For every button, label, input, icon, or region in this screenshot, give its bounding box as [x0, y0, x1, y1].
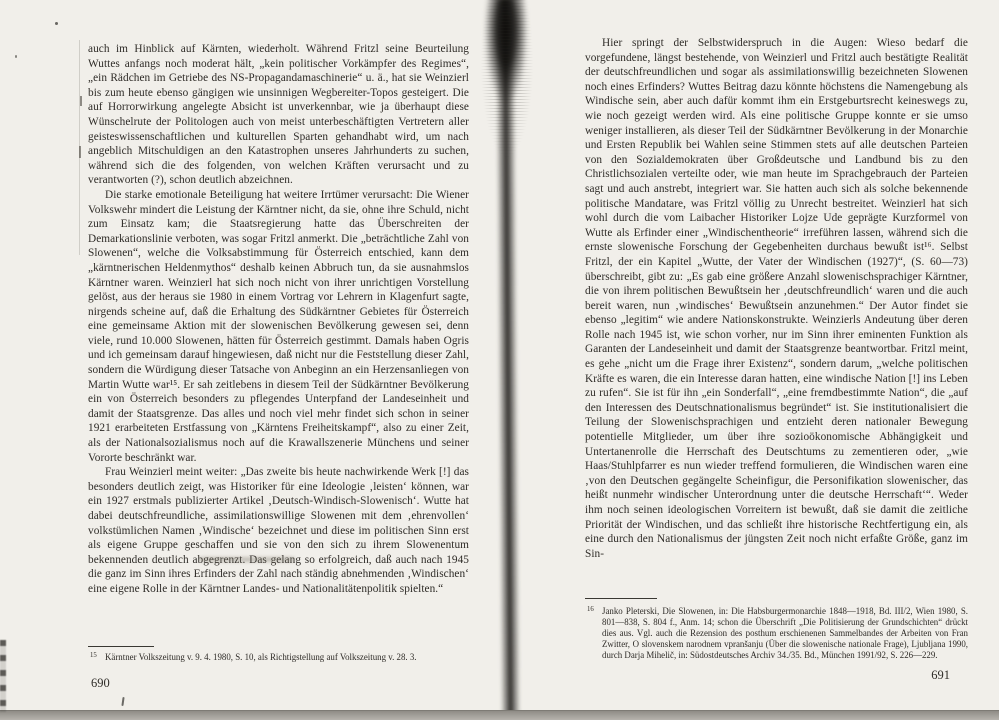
scan-speck	[15, 55, 17, 58]
left-paragraph-2: Die starke emotionale Beteiligung hat weitere Irrtümer verursacht: Die Wiener Volkswehr mindert die Leistung der Kärntner nicht, da sie, ohne ihre Schuld, nicht zum Einsatz kam; die Staatsregierung hatte das Überschreiten der Demarkationslinie verboten, was sogar Fritzl anmerkt. Die „beträchtliche Zahl von Slowenen“, welche die Volksabstimmung für Österreich entschied, kann dem „kärntnerischen Heldenmythos“ deshalb keinen Abbruch tun, da sie ausnahmslos Kärntner waren. Weinzierl hat sich noch nicht von ihrer unrichtigen Vorstellung gelöst, aus der heraus sie 1980 in einem Vortrag vor Lehrern in Klagenfurt sagte, nirgends scheine auf, daß die Erhaltung des Südkärntner Gebietes für Österreich eine gemeinsame Aktion mit der slowenischen Bevölkerung gewesen sei, denn viele, rund 10.000 Slowenen, hätten für Österreich gestimmt. Damals haben Ogris und ich gemeinsam darauf hingewiesen, daß nicht nur die Feststellung dieser Zahl, sondern die Würdigung dieser Tatsache von Anbeginn an ein Herzensanliegen von Martin Wutte war¹⁵. Er sah zeitlebens in diesem Teil der Südkärntner Bevölkerung ein von Österreich besonders zu pflegendes Unterpfand der Landeseinheit und damit der Staatsgrenze. Das alles und noch viel mehr findet sich schon in seiner 1921 erarbeiteten Erstfassung von „Kärntens Freiheitskampf“, also zu einer Zeit, als der Nationalsozialismus noch auf die Krawallszenerie Münchens und seiner Vororte beschränkt war.	[88, 188, 469, 464]
scan-left-edge-marks	[0, 640, 6, 712]
right-paragraph-1: Hier springt der Selbstwiderspruch in die Augen: Wieso bedarf die vorgefundene, längst bestehende, von Weinzierl und Fritzl auch bestätigte Realität der deutschfreundlichen und sogar als assimilationswillig bezeichneten Slowenen noch eines Erfinders? Wuttes Beitrag dazu könnte höchstens die Namengebung als Windische sein, aber auch dafür kommt ihm ein Erstgeburtsrecht keineswegs zu, wie noch gezeigt werden wird. Als eine politische Gruppe konnte er sie umso weniger installieren, als dieser Teil der Südkärntner Bevölkerung in der Monarchie und Ersten Republik bei Wahlen seine Stimmen stets auf alle deutschen Parteien von den Sozialdemokraten über Großdeutsche und Landbund bis zu den Christlichsozialen verteilte oder, wie man heute im Sprachgebrauch der Parteien sagt und auch anstrebt, integriert war. Sie hatten auch sich als solche bekennende politische Mandatare, was Fritzl völlig zu Unrecht bestreitet. Weinzierl hat sich wohl durch die vom Laibacher Historiker Lojze Ude geprägte Kurzformel von Wutte als Erfinder einer „Windischentheorie“ irreführen lassen, während sich die ernste slowenische Forschung der Gegebenheiten durchaus bewußt ist¹⁶. Selbst Fritzl, der ein Kapitel „Wutte, der Vater der Windischen (1927)“, (S. 60—73) überschreibt, gibt zu: „Es gab eine größere Anzahl slowenischsprachiger Kärntner, die von ihrem politischen Bewußtsein her ‚deutschfreundlich‘ waren und die auch bereit waren, nun ‚windisches‘ Bewußtsein anzunehmen.“ Der Autor findet sie ebenso „legitim“ wie andere Nationskonstrukte. Weinzierls Andeutung über deren Rolle nach 1945 ist, wie schon vorher, nur im Sinn ihrer eminenten Funktion als Garanten der Landeseinheit und damit der Staatsgrenze beantwortbar. Fritzl meint, es gehe „nicht um die Frage ihrer Existenz“, sondern darum, „welche politischen Kräfte es waren, die ein Interesse daran hatten, eine windische Nation [!] ins Leben zu rufen“. Sie ist für ihn „ein Sonderfall“, „eine fremdbestimmte Nation“, die „auf den Interessen des Deutschnationalismus begründet“ ist. Sie institutionalisiert die Teilung der Slowenischsprachigen und entzieht deren nationaler Bewegung potentielle Mitglieder, um über ihre sozioökonomische Abhängigkeit und Untertanenrolle die Herrschaft des Deutschtums zu zementieren oder, „wie Haas/Stuhlpfarrer es nun wieder treffend formulieren, die Windischen waren eine ‚von den Deutschen gegängelte Scheinfigur, die Personifikation slowenischer, das heißt nunmehr windischer Unterordnung unter die deutsche Herrschaft‘“. Weder ihm noch seinen ideologischen Vorreitern ist bewußt, daß sie damit die zeitliche Priorität der Windischen, und das schließt ihre historische Rechtfertigung ein, als eine durch den Nationalismus der jüngsten Zeit noch nicht erfaßte Größe, ganz im Sin-	[585, 37, 968, 560]
page-number-left: 690	[91, 676, 110, 690]
footnote-15	[88, 652, 469, 663]
left-page	[88, 42, 469, 720]
scan-bottom-edge	[0, 710, 999, 720]
scan-speck	[55, 22, 58, 25]
pencil-smudge	[199, 557, 295, 562]
crease-tick	[80, 96, 82, 106]
crease-tick	[79, 146, 81, 158]
footnote-rule	[88, 646, 154, 647]
left-paragraph-3: Frau Weinzierl meint weiter: „Das zweite bis heute nachwirkende Werk [!] das besonders deutlich zeigt, was Historiker für eine Ideologie ‚leisten‘ können, war ein 1927 erstmals publizierter Artikel ‚Deutsch-Windisch-Slowenisch‘. Wutte hat dabei deutschfreundliche, assimilationswillige Slowenen mit dem ‚ehrenvollen‘ volkstümlichen Namen ‚Windische‘ bezeichnet und diese im politischen Sinn erst als eigene Gruppe geschaffen und sie von den sich zu ihrem Slowenentum bekennenden deutlich abgegrenzt. Das gelang so erfolgreich, daß auch nach 1945 die ganz im Sinn ihres Erfinders der Zahl nach ständig abnehmenden ‚Windischen‘ eine eigene Rolle in der Kärntner Landes- und Nationalitätenpolitik spielten.“	[88, 466, 469, 595]
footnote-text: Janko Pleterski, Die Slowenen, in: Die Habsburgermonarchie 1848—1918, Bd. III/2, Wien 1980, S. 801—838, S. 804 f., Anm. 14; schon die Überschrift „Die Politisierung der Grundschichten“ drückt dies aus. Vgl. auch die Rezension des posthum erschienenen Sammelbandes der Arbeiten von Fran Zwitter, O slovenskem narodnem vpranšanju (Über die slowenische nationale Frage), Ljubljana 1990, durch Darja Mihelič, in: Südostdeutsches Archiv 34./35. Bd., München 1991/92, S. 226—229.	[602, 606, 968, 660]
left-paragraph-1: auch im Hinblick auf Kärnten, wiederholt. Während Fritzl seine Beurteilung Wuttes anfangs noch moderat hält, „kein politischer Vorkämpfer des Regimes“, „ein Rädchen im Getriebe des NS-Propagandamaschinerie“ u. ä., hat sie Weinzierl bis zum heute ebenso gängigen wie unsinnigen Wegbereiter-Topos gesteigert. Die auf Horrorwirkung angelegte Absicht ist unverkennbar, wie ja überhaupt diese Wünschelrute der Politologen auch von meist unterbeschäftigten Vertretern aller geisteswissenschaftlichen und kulturellen Sparten gehandhabt wird, um nach angeblich Mitschuldigen an den Katastrophen unseres Jahrhunderts zu suchen, während sich die des folgenden, von welchen Kräften verursacht und zu verantworten (?), schon deutlich abzeichnen.	[88, 43, 469, 187]
footnote-marker: 16	[587, 606, 594, 613]
footnote-rule	[585, 598, 657, 599]
footnote-text: Kärntner Volkszeitung v. 9. 4. 1980, S. 10, als Richtigstellung auf Volkszeitung v. 28. 3.	[105, 652, 417, 662]
right-page	[585, 36, 968, 720]
book-gutter-streaks	[472, 0, 542, 210]
page-number-right: 691	[931, 668, 950, 682]
footnote-16	[585, 606, 968, 661]
footnote-marker: 15	[90, 652, 97, 659]
